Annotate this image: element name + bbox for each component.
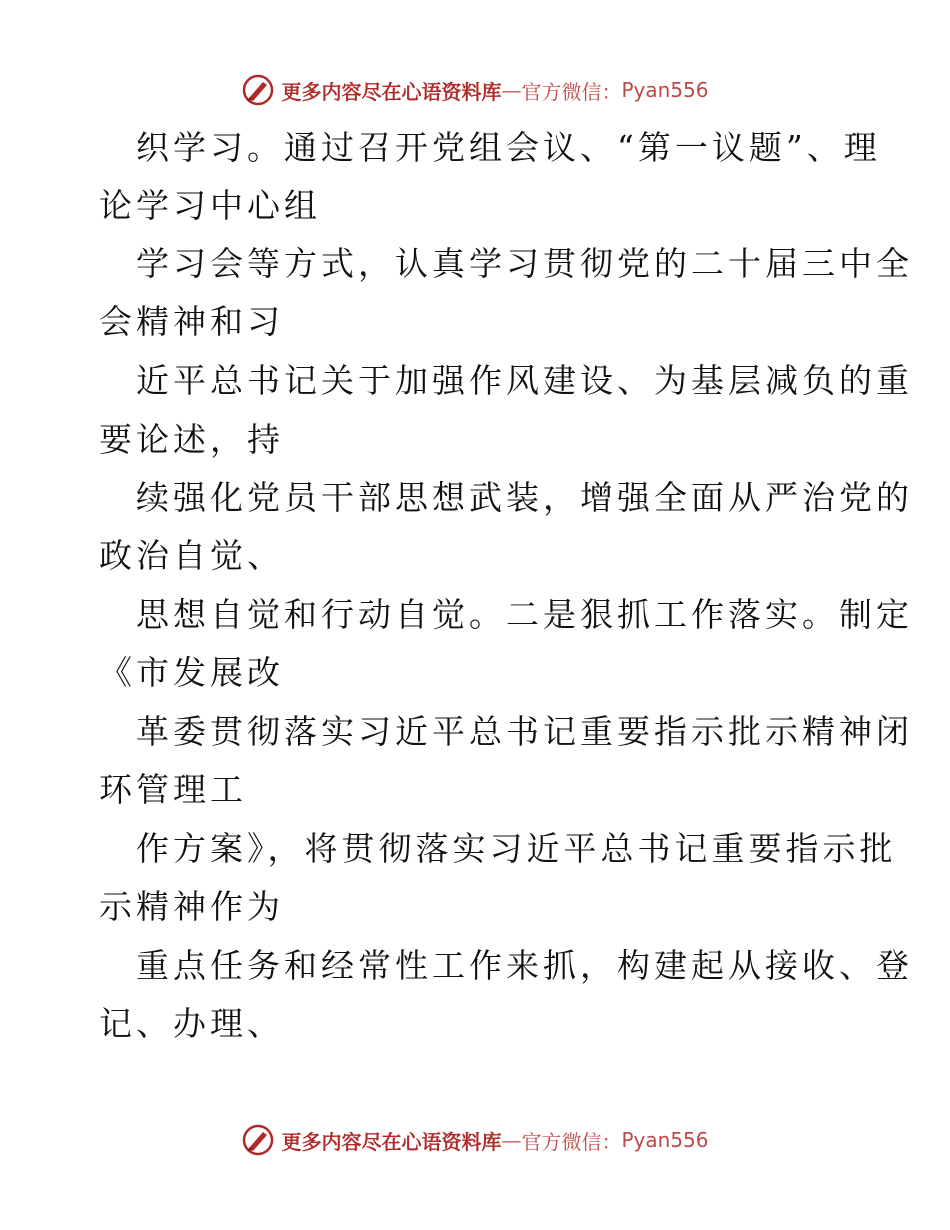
text-line: 近平总书记关于加强作风建设、为基层减负的重 [136,361,913,400]
banner-main-text: 更多内容尽在心语资料库 [281,79,502,104]
banner-wechat-id: Pyan556 [621,78,709,102]
banner-label: 官方微信： [521,79,622,104]
text-line: 重点任务和经常性工作来抓，构建起从接收、登 [136,946,913,985]
text-line: 革委贯彻落实习近平总书记重要指示批示精神闭 [136,712,913,751]
banner-main-text: 更多内容尽在心语资料库 [281,1129,502,1154]
banner-wechat-id: Pyan556 [621,1128,709,1152]
text-line: 政治自觉、 [99,536,284,575]
banner-label: 官方微信： [521,1129,622,1154]
text-line: 记、办理、 [99,1004,284,1043]
banner-dash: — [501,78,522,102]
text-line: 续强化党员干部思想武装，增强全面从严治党的 [136,478,913,517]
text-line: 《市发展改 [99,653,284,692]
banner-dash: — [501,1128,522,1152]
text-line: 要论述，持 [99,420,284,459]
footer-banner [0,1120,950,1160]
text-line: 论学习中心组 [99,186,321,225]
text-line: 织学习。通过召开党组会议、“第一议题”、理 [136,128,881,167]
text-line: 思想自觉和行动自觉。二是狠抓工作落实。制定 [136,595,913,634]
text-line: 会精神和习 [99,302,284,341]
pen-logo-icon [241,1123,275,1157]
text-line: 环管理工 [99,770,247,809]
text-line: 学习会等方式，认真学习贯彻党的二十届三中全 [136,244,913,283]
text-line: 作方案》，将贯彻落实习近平总书记重要指示批 [136,829,897,868]
text-line: 示精神作为 [99,887,284,926]
